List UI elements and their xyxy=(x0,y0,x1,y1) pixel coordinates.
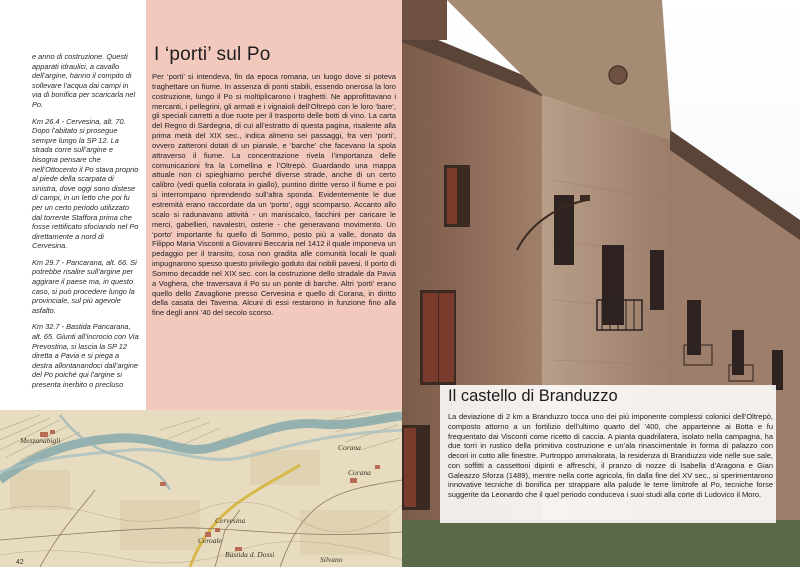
map-drawing xyxy=(0,410,402,567)
map-label-ceroale: Ceroale xyxy=(198,536,222,545)
left-paragraph-4: Km 32.7 - Bastida Pancarana, alt. 65. Giunti all’incrocio con Via Prevostina, si lascia la SP 12 diretta a Pavia e si piega a destra allontanandoci dall’argine del Po poiché qui l’argine si presenta inerbito o precluso xyxy=(32,322,139,389)
left-paragraph-2: Km 26.4 - Cervesina, alt. 70. Dopo l’abitato si prosegue sempre lungo la SP 12. La strada corre sull’argine e bisogna pensare che nell’Ottocento il Po stava proprio al piede della scarpata di sinistra, dove oggi sono distese di campi, in un letto che poi fu per un certo periodo utilizzato dal torrente Staffora prima che fosse rettificato sfociando nel Po direttamente a nord di Cervesina. xyxy=(32,116,139,251)
map-label-bastida: Bastida d. Dossi xyxy=(225,550,275,559)
castello-title: Il castello di Branduzzo xyxy=(448,387,618,405)
left-text-column xyxy=(0,0,146,410)
page-number: 42 xyxy=(16,559,24,566)
castello-box xyxy=(440,385,776,523)
map-label-silvano: Silvano xyxy=(320,555,343,564)
porti-body: Per ‘porti’ si intendeva, fin da epoca romana, un luogo dove si poteva traghettare un fiume. In assenza di ponti stabili, essendo onerosa la loro costruzione, lungo il Po si moltiplicarono i traghetti. Ne approfittavano i mercanti, i pellegrini, gli armati e i vignaioli dell’Oltrepò con le loro ‘bare’, gli speciali carretti a due ruote per il trasporto delle botti di vino. La carta del Regno di Sardegna, di cui all’estratto di questa pagina, risalente alla prima metà del XIX sec., indica almeno sei passaggi, fra veri ‘porti’, ovvero zatteroni dotati di un pianale, e ‘barche’ che facevano la spola attraverso il fiume. La concentrazione rivela l’importanza delle comunicazioni fra la Lomellina e l’Oltrepò. Guardando una mappa attuale non ci spieghiamo perché diverse strade, anche di un certo calibro (vedi quella colorata in giallo), puntino diritte verso il fiume e poi si interrompano riprendendo sull’altra sponda. Evidentemente le due estremità erano raccordate da un ‘porto’, oggi scomparso. Accanto allo scalo si radunavano attività - un maniscalco, facchini per caricare le merci, gabellieri, navalestri, osterie - che generavano movimento. Un ‘porto’ importante fu quello di Sommo, posto più a valle, donato da Filippo Maria Visconti a Giovanni Beccaria nel 1412 il quale imponeva un pedaggio per il transito, cosa non gradita alle comunità locali le quali impugnarono spesso questo privilegio goduto dai nobili pavesi. Il porto di Sommo decadde nel XIX sec. con la costruzione dello stradale da Pavia a Voghera, che traversava il Po su un ponte di barche. Altri ‘porti’ erano quello dello Zavaglione presso Cervesina e quello di Corana, in diritto della casata dei Taverna. Alcuni di essi restarono in funzione fino alla fine degli anni ’40 del secolo scorso. xyxy=(152,72,396,318)
map-label-mezzanabigli: Mezzanabigli xyxy=(20,436,61,445)
porti-title: I ‘porti’ sul Po xyxy=(154,44,271,65)
left-paragraph-3: Km 29.7 - Pancarana, alt. 66. Si potrebbe risalire sull’argine per aggirare il paese ma, in questo caso, si può procedere lungo la provinciale, sul più agevole asfalto. xyxy=(32,257,137,315)
historic-map xyxy=(0,410,402,567)
left-paragraph-1: e anno di costruzione. Questi apparati idraulici, a cavallo dell’argine, hanno il compito di sollevare l’acqua dai campi in via di bonifica per scaricarla nel Po. xyxy=(32,52,136,109)
map-label-corana: Corana xyxy=(338,443,361,452)
porti-sidebar xyxy=(146,0,402,410)
map-label-cervesina: Cervesina xyxy=(215,516,246,525)
map-label-corana-2: Corana xyxy=(348,468,371,477)
castello-body: La deviazione di 2 km a Branduzzo tocca uno dei più imponente complessi colonici dell’Oltrepò, composto attorno a un fortilizio dell’ultimo quarto del ’400, che appartenne ai Botta e fu frequentato dai Visconti come ricetto di caccia. A pianta quadrilatera, isolato nella campagna, ha due torri in rustico della primitiva costruzione e un’ala rinascimentale in forma di palazzo con decori in cotto alle finestre. Purtroppo ammalorata, la residenza di Branduzzo vide nelle sue sale, con soffitti a cassettoni dipinti e affreschi, il pranzo di nozze di Isabella d’Aragona e Gian Galeazzo Sforza (1489), mentre nella corte agricola, fin dalla fine del XV sec., si sperimentarono innovative tecniche di bonifica per strappare alla palude le terre limitrofe al Po, tecniche forse suggerite da Leonardo che il quel periodo conduceva i suoi studi alla corte di Ludovico il Moro. xyxy=(448,412,773,499)
